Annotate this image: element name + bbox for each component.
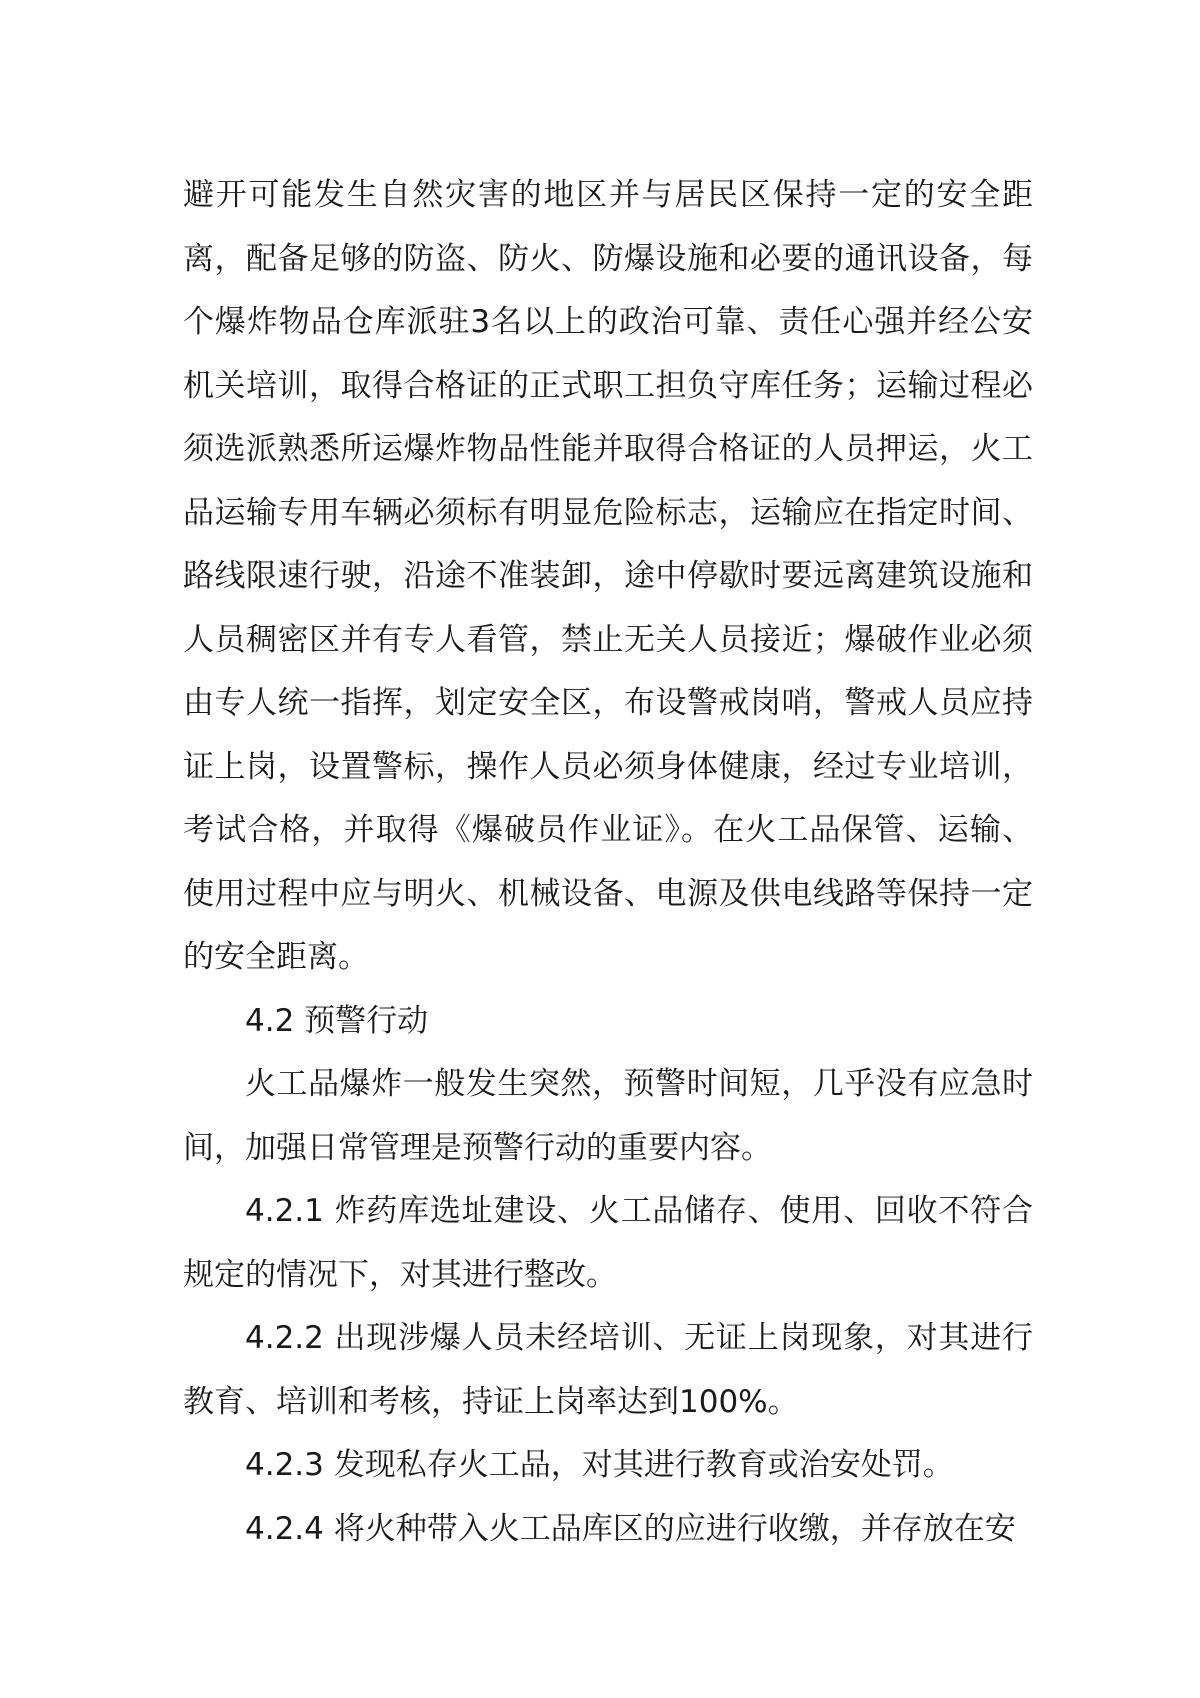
paragraph-safety-requirements: 避开可能发生自然灾害的地区并与居民区保持一定的安全距离，配备足够的防盗、防火、防爆设施和必要的通讯设备，每个爆炸物品仓库派驻3名以上的政治可靠、责任心强并经公安机关培训，取得合格证的正式职工担负守库任务；运输过程必须选派熟悉所运爆炸物品性能并取得合格证的人员押运，火工品运输专用车辆必须标有明显危险标志，运输应在指定时间、路线限速行驶，沿途不准装卸，途中停歇时要远离建筑设施和人员稠密区并有专人看管，禁止无关人员接近；爆破作业必须由专人统一指挥，划定安全区，布设警戒岗哨，警戒人员应持证上岗，设置警标，操作人员必须身体健康，经过专业培训，考试合格，并取得《爆破员作业证》。在火工品保管、运输、使用过程中应与明火、机械设备、电源及供电线路等保持一定的安全距离。	[183, 177, 1033, 975]
paragraph-4-2-1: 4.2.1 炸药库选址建设、火工品储存、使用、回收不符合规定的情况下，对其进行整改。	[183, 1193, 1033, 1293]
paragraph-4-2-3: 4.2.3 发现私存火工品，对其进行教育或治安处罚。	[245, 1447, 954, 1483]
paragraph-warning-intro: 火工品爆炸一般发生突然，预警时间短，几乎没有应急时间，加强日常管理是预警行动的重要内容。	[183, 1066, 1033, 1166]
section-heading-4-2: 4.2 预警行动	[245, 1002, 429, 1039]
document-body	[183, 164, 1033, 1561]
paragraph-4-2-4: 4.2.4 将火种带入火工品库区的应进行收缴，并存放在安	[245, 1510, 1016, 1547]
paragraph-4-2-2: 4.2.2 出现涉爆人员未经培训、无证上岗现象，对其进行教育、培训和考核，持证上岗率达到100%。	[183, 1320, 1033, 1420]
